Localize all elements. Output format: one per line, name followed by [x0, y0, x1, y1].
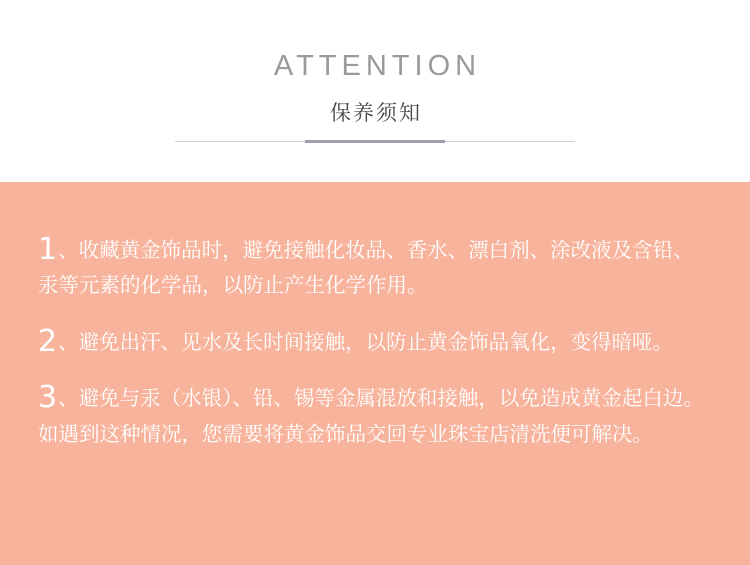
- list-item-number: 2: [38, 323, 58, 359]
- list-item: [38, 381, 712, 453]
- header-divider: [175, 140, 575, 143]
- list-item-number: 3: [38, 380, 58, 416]
- page-title: ATTENTION: [273, 50, 482, 82]
- list-item-text: 、避免与汞（水银）、铅、锡等金属混放和接触，以免造成黄金起白边。如遇到这种情况，您需要将黄金饰品交回专业珠宝店清洗便可解决。: [38, 386, 704, 446]
- list-item: [38, 233, 712, 305]
- list-item-text: 、收藏黄金饰品时，避免接触化妆品、香水、漂白剂、涂改液及含铅、汞等元素的化学品，以防止产生化学作用。: [38, 237, 694, 298]
- list-item: [38, 325, 712, 361]
- list-item-text: 、避免出汗、见水及长时间接触，以防止黄金饰品氧化，变得暗哑。: [58, 329, 674, 354]
- page-subtitle: 保养须知: [330, 101, 422, 125]
- page-header: [0, 0, 750, 182]
- list-item-number: 1: [38, 231, 58, 267]
- divider-accent: [305, 140, 445, 143]
- notes-list: [0, 182, 750, 565]
